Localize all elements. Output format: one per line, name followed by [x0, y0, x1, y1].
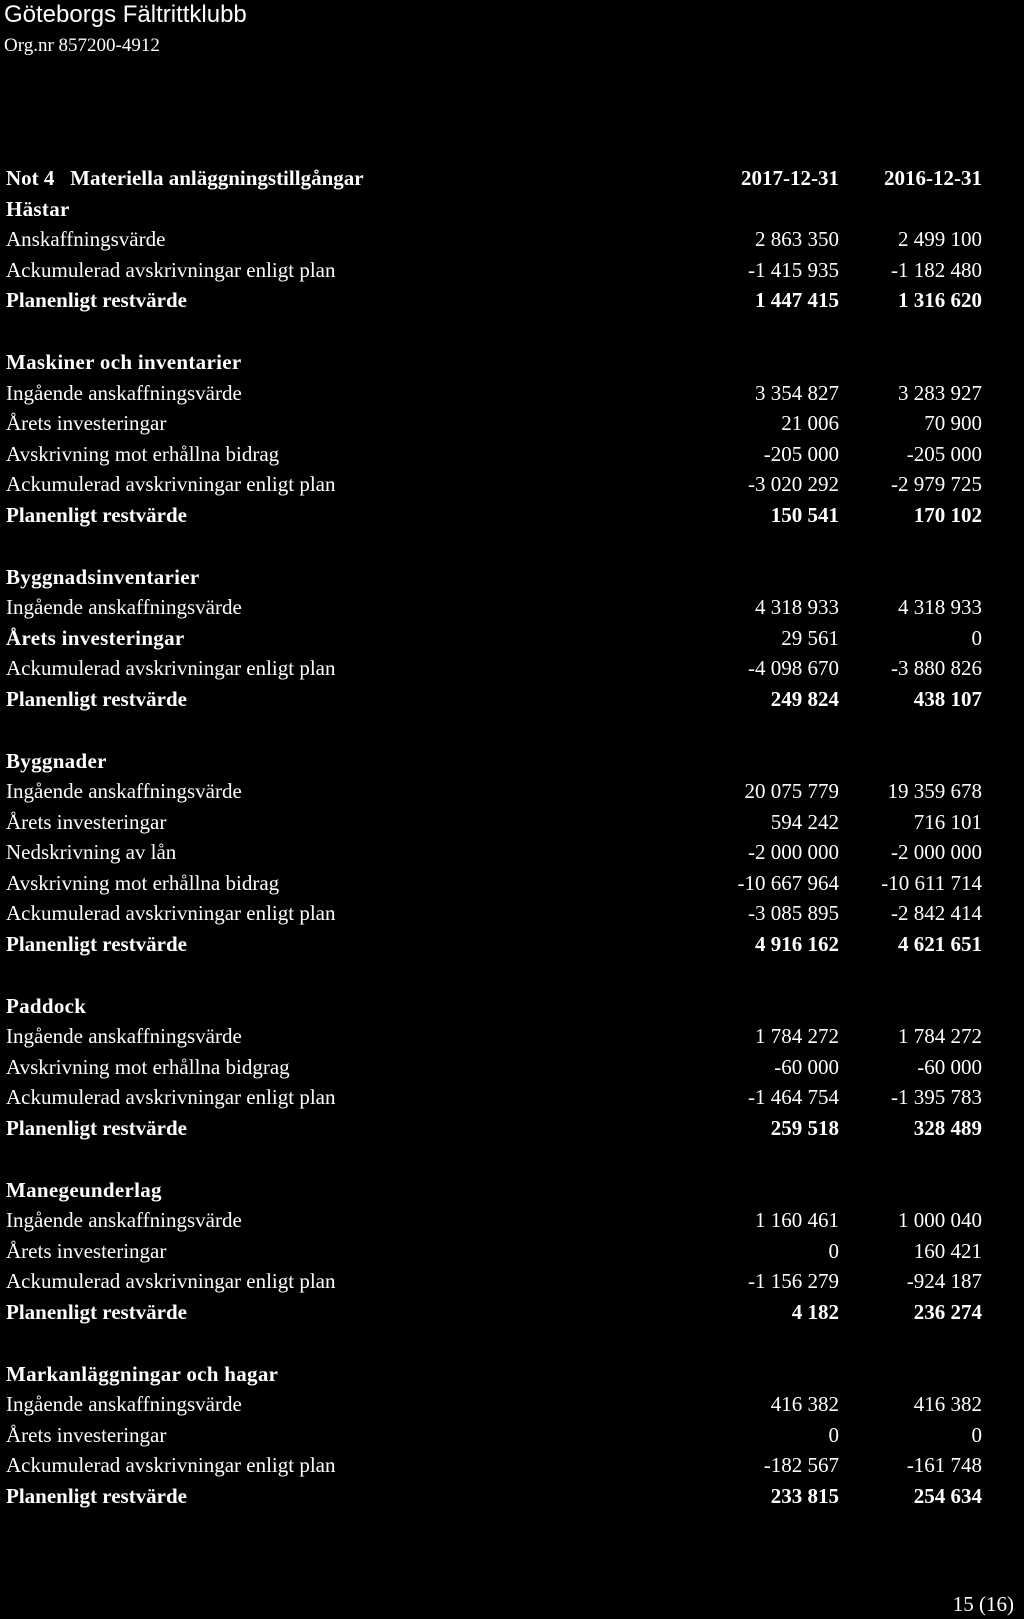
- value-2016: 1 000 040: [898, 1208, 982, 1233]
- section-title: Byggnader: [6, 748, 107, 773]
- row-label: Ackumulerad avskrivningar enligt plan: [6, 257, 336, 282]
- value-2017: -1 415 935: [748, 257, 839, 282]
- value-2017: -60 000: [774, 1054, 839, 1079]
- total-row: [6, 500, 1006, 531]
- org-name: Göteborgs Fältrittklubb: [4, 1, 247, 28]
- table-row: [6, 898, 1006, 929]
- value-2017: 0: [828, 1238, 839, 1263]
- row-label: Ackumulerad avskrivningar enligt plan: [6, 901, 336, 926]
- row-label: Ackumulerad avskrivningar enligt plan: [6, 1453, 336, 1478]
- table-row: [6, 408, 1006, 439]
- value-2016: -2 000 000: [891, 840, 982, 865]
- column-header-2017: 2017-12-31: [741, 166, 839, 190]
- value-2017: 1 784 272: [755, 1024, 839, 1049]
- total-label: Planenligt restvärde: [6, 686, 188, 711]
- table-row: [6, 837, 1006, 868]
- section-title: Maskiner och inventarier: [6, 349, 242, 374]
- table-row: [6, 224, 1006, 255]
- value-2017: 3 354 827: [755, 380, 839, 405]
- value-2017: 416 382: [770, 1392, 839, 1417]
- value-2017: -182 567: [763, 1453, 839, 1478]
- value-2016: 4 318 933: [898, 595, 982, 620]
- section-title: Manegeunderlag: [6, 1177, 162, 1202]
- table-row: [6, 653, 1006, 684]
- total-row: [6, 1297, 1006, 1328]
- row-label: Nedskrivning av lån: [6, 840, 177, 865]
- total-row: [6, 285, 1006, 316]
- section-spacer: [6, 531, 1006, 562]
- total-label: Planenligt restvärde: [6, 1483, 188, 1508]
- section-spacer: [6, 1328, 1006, 1359]
- section-title: Paddock: [6, 993, 87, 1018]
- section-spacer: [6, 316, 1006, 347]
- column-header-2016: 2016-12-31: [884, 166, 982, 190]
- value-2017: 233 815: [770, 1483, 839, 1508]
- row-label: Årets investeringar: [6, 411, 167, 436]
- value-2017: -10 667 964: [737, 870, 839, 895]
- value-2017: 21 006: [781, 411, 839, 436]
- row-label: Avskrivning mot erhållna bidrag: [6, 441, 280, 466]
- total-row: [6, 684, 1006, 715]
- value-2017: -2 000 000: [748, 840, 839, 865]
- value-2017: 259 518: [770, 1116, 839, 1141]
- total-row: [6, 1481, 1006, 1512]
- table-row: [6, 439, 1006, 470]
- value-2017: -3 085 895: [748, 901, 839, 926]
- row-label: Ingående anskaffningsvärde: [6, 1024, 242, 1049]
- value-2016: 19 359 678: [887, 779, 982, 804]
- value-2017: 0: [828, 1422, 839, 1447]
- note-header-row: [6, 163, 1006, 194]
- note-table: [6, 163, 1006, 1512]
- value-2017: 20 075 779: [744, 779, 839, 804]
- table-row: [6, 1205, 1006, 1236]
- table-row: [6, 868, 1006, 899]
- row-label: Avskrivning mot erhållna bidrag: [6, 870, 280, 895]
- section-heading-row: [6, 1175, 1006, 1206]
- value-2017: 1 160 461: [755, 1208, 839, 1233]
- value-2017: -1 464 754: [748, 1085, 839, 1110]
- value-2017: 249 824: [770, 686, 839, 711]
- row-label: Avskrivning mot erhållna bidgrag: [6, 1054, 290, 1079]
- value-2016: -3 880 826: [891, 656, 982, 681]
- value-2016: -2 979 725: [891, 472, 982, 497]
- section-heading-row: [6, 347, 1006, 378]
- value-2017: 4 182: [791, 1300, 839, 1324]
- table-row: [6, 1266, 1006, 1297]
- section-heading-row: [6, 562, 1006, 593]
- table-row: [6, 1082, 1006, 1113]
- row-label: Ackumulerad avskrivningar enligt plan: [6, 656, 336, 681]
- table-row: [6, 1420, 1006, 1451]
- section-title: Hästar: [6, 196, 70, 221]
- note-sections: [6, 194, 1006, 1512]
- value-2016: 438 107: [913, 686, 982, 711]
- value-2016: -10 611 714: [881, 870, 982, 895]
- section-spacer: [6, 960, 1006, 991]
- value-2016: 1 316 620: [898, 288, 982, 313]
- value-2017: 29 561: [781, 625, 839, 650]
- table-row: [6, 1052, 1006, 1083]
- value-2016: 328 489: [913, 1116, 982, 1141]
- row-label: Ingående anskaffningsvärde: [6, 1392, 242, 1417]
- value-2017: -1 156 279: [748, 1269, 839, 1294]
- row-label: Ackumulerad avskrivningar enligt plan: [6, 472, 336, 497]
- section-heading-row: [6, 746, 1006, 777]
- table-row: [6, 469, 1006, 500]
- value-2016: 716 101: [913, 809, 982, 834]
- table-row: [6, 807, 1006, 838]
- section-spacer: [6, 715, 1006, 746]
- section-heading-row: [6, 194, 1006, 225]
- section-heading-row: [6, 991, 1006, 1022]
- note-title: Not 4 Materiella anläggningstillgångar: [6, 166, 364, 190]
- table-row: [6, 1389, 1006, 1420]
- row-label: Ingående anskaffningsvärde: [6, 595, 242, 620]
- table-row: [6, 1236, 1006, 1267]
- value-2016: 170 102: [913, 502, 982, 527]
- value-2016: 2 499 100: [898, 227, 982, 252]
- section-heading-row: [6, 1359, 1006, 1390]
- table-row: [6, 623, 1006, 654]
- row-label: Ingående anskaffningsvärde: [6, 380, 242, 405]
- value-2016: -1 182 480: [891, 257, 982, 282]
- org-number: Org.nr 857200-4912: [4, 35, 160, 56]
- value-2017: 594 242: [770, 809, 839, 834]
- value-2017: 2 863 350: [755, 227, 839, 252]
- total-label: Planenligt restvärde: [6, 502, 188, 527]
- table-row: [6, 378, 1006, 409]
- row-label: Ingående anskaffningsvärde: [6, 1208, 242, 1233]
- value-2016: 3 283 927: [898, 380, 982, 405]
- value-2016: 160 421: [913, 1238, 982, 1263]
- value-2016: 1 784 272: [898, 1024, 982, 1049]
- row-label: Årets investeringar: [6, 1238, 167, 1263]
- row-label: Anskaffningsvärde: [6, 227, 166, 252]
- value-2016: 4 621 651: [898, 932, 982, 957]
- value-2017: 150 541: [770, 502, 839, 527]
- row-label: Årets investeringar: [6, 625, 185, 650]
- table-row: [6, 1021, 1006, 1052]
- table-row: [6, 255, 1006, 286]
- total-label: Planenligt restvärde: [6, 1116, 188, 1141]
- row-label: Ackumulerad avskrivningar enligt plan: [6, 1269, 336, 1294]
- value-2016: -1 395 783: [891, 1085, 982, 1110]
- total-label: Planenligt restvärde: [6, 288, 188, 313]
- value-2016: 0: [971, 625, 982, 650]
- value-2016: -161 748: [906, 1453, 982, 1478]
- value-2016: 70 900: [924, 411, 982, 436]
- section-spacer: [6, 1144, 1006, 1175]
- value-2017: -205 000: [763, 441, 839, 466]
- value-2016: -205 000: [906, 441, 982, 466]
- section-title: Markanläggningar och hagar: [6, 1361, 279, 1386]
- value-2017: -4 098 670: [748, 656, 839, 681]
- row-label: Ingående anskaffningsvärde: [6, 779, 242, 804]
- value-2016: 416 382: [913, 1392, 982, 1417]
- row-label: Ackumulerad avskrivningar enligt plan: [6, 1085, 336, 1110]
- total-row: [6, 1113, 1006, 1144]
- row-label: Årets investeringar: [6, 809, 167, 834]
- total-label: Planenligt restvärde: [6, 1300, 188, 1324]
- total-row: [6, 929, 1006, 960]
- value-2017: 1 447 415: [755, 288, 839, 313]
- value-2017: 4 916 162: [755, 932, 839, 957]
- value-2016: 0: [971, 1422, 982, 1447]
- table-row: [6, 1450, 1006, 1481]
- value-2016: -2 842 414: [891, 901, 982, 926]
- value-2017: -3 020 292: [748, 472, 839, 497]
- value-2016: -60 000: [917, 1054, 982, 1079]
- value-2016: 254 634: [913, 1483, 982, 1508]
- table-row: [6, 592, 1006, 623]
- value-2016: 236 274: [913, 1300, 982, 1324]
- row-label: Årets investeringar: [6, 1422, 167, 1447]
- page-number: 15 (16): [952, 1592, 1014, 1616]
- total-label: Planenligt restvärde: [6, 932, 188, 957]
- value-2017: 4 318 933: [755, 595, 839, 620]
- table-row: [6, 776, 1006, 807]
- value-2016: -924 187: [906, 1269, 982, 1294]
- section-title: Byggnadsinventarier: [6, 564, 200, 589]
